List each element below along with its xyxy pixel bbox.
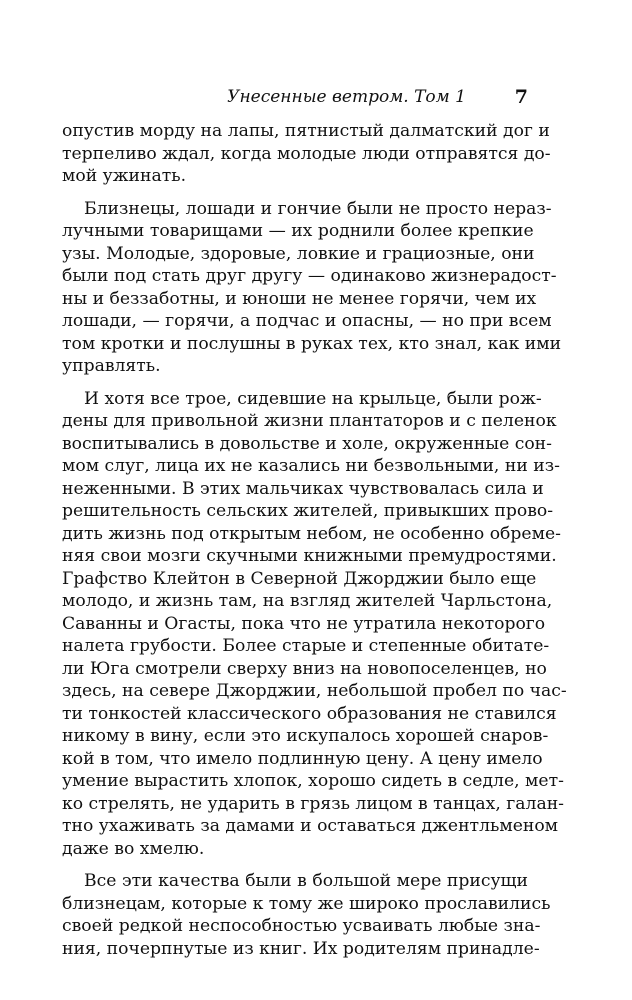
text-line: Саванны и Огасты, пока что не утратила некоторого	[62, 613, 546, 634]
text-line: близнецам, которые к тому же широко прославились	[62, 893, 551, 914]
text-line: тно ухаживать за дамами и оставаться джентльменом	[62, 816, 559, 836]
text-line: мой ужинать.	[62, 166, 187, 186]
text-line: кой в том, что имело подлинную цену. А цену имело	[62, 748, 543, 769]
paragraph	[62, 198, 562, 378]
text-line: терпеливо ждал, когда молодые люди отправятся до-	[62, 143, 551, 164]
text-line: воспитывались в довольстве и холе, окруженные сон-	[62, 433, 552, 454]
running-head	[62, 84, 528, 110]
text-line: Близнецы, лошади и гончие были не просто нераз-	[84, 198, 552, 219]
text-line: ко стрелять, не ударить в грязь лицом в танцах, галан-	[62, 793, 564, 814]
text-line: никому в вину, если это искупалось хорошей снаров-	[62, 726, 549, 746]
text-line: решительность сельских жителей, привыкших прово-	[62, 501, 554, 521]
text-line: здесь, на севере Джорджии, небольшой пробел по час-	[62, 681, 567, 701]
text-line: лучными товарищами — их роднили более крепкие	[62, 221, 534, 241]
paragraph	[62, 120, 551, 188]
text-line: лошади, — горячи, а подчас и опасны, — но при всем	[62, 311, 552, 331]
page-number: 7	[514, 86, 528, 108]
text-line: дить жизнь под открытым небом, не особенно обреме-	[62, 523, 561, 544]
text-line: налета грубости. Более старые и степенные обитате-	[62, 636, 550, 656]
text-line: управлять.	[62, 356, 161, 376]
text-line: Графство Клейтон в Северной Джорджии было еще	[62, 568, 537, 589]
text-line: том кротки и послушны в руках тех, кто знал, как ими	[62, 333, 562, 354]
text-line: ны и беззаботны, и юноши не менее горячи, чем их	[62, 288, 537, 309]
text-line: няя свои мозги скучными книжными премудростями.	[62, 546, 557, 566]
text-line: даже во хмелю.	[62, 838, 205, 859]
text-line: Все эти качества были в большой мере присущи	[84, 871, 528, 891]
text-line: неженными. В этих мальчиках чувствовалась сила и	[62, 478, 544, 499]
text-line: умение вырастить хлопок, хорошо сидеть в седле, мет-	[62, 771, 564, 791]
text-line: ния, почерпнутые из книг. Их родителям принадле-	[62, 938, 540, 959]
text-line: опустив морду на лапы, пятнистый далматский дог и	[62, 121, 550, 141]
text-line: были под стать друг другу — одинаково жизнерадост-	[62, 266, 557, 286]
text-line: мом слуг, лица их не казались ни безвольными, ни из-	[62, 456, 560, 476]
text-line: своей редкой неспособностью усваивать любые зна-	[62, 916, 541, 936]
paragraph	[62, 870, 551, 960]
paragraph	[62, 388, 567, 861]
running-title: Унесенные ветром. Том 1	[227, 87, 466, 107]
text-line: молодо, и жизнь там, на взгляд жителей Чарльстона,	[62, 591, 553, 611]
text-line: И хотя все трое, сидевшие на крыльце, были рож-	[84, 388, 542, 409]
text-line: дены для привольной жизни плантаторов и с пеленок	[62, 411, 557, 431]
text-line: ли Юга смотрели сверху вниз на новопоселенцев, но	[62, 658, 547, 679]
text-line: ти тонкостей классического образования не ставился	[62, 703, 557, 724]
body-text	[62, 120, 567, 960]
text-line: узы. Молодые, здоровые, ловкие и грациозные, они	[62, 243, 535, 264]
